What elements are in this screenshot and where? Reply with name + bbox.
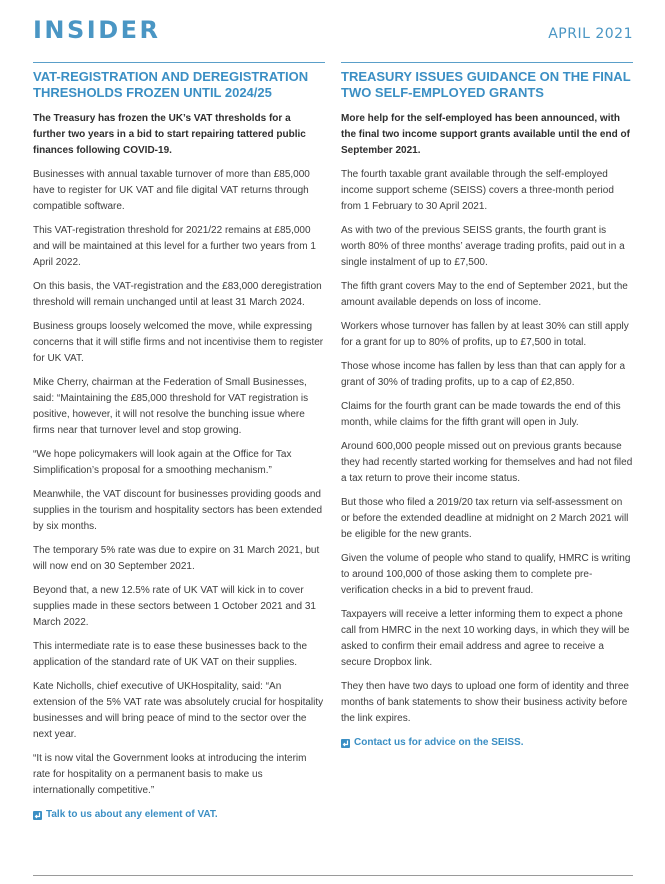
issue-date: APRIL 2021 [548,26,633,42]
article-paragraph: On this basis, the VAT-registration and the £83,000 deregistration threshold will remain unchanged until at least 31 March 2024. [33,281,322,308]
article-paragraph: As with two of the previous SEISS grants, the fourth grant is worth 80% of three months’ average trading profits, paid out in a single instalment of up to £7,500. [341,225,625,268]
newsletter-title: INSIDER [33,16,161,44]
article-paragraph: The fourth taxable grant available through the self-employed income support scheme (SEISS) covers a three-month period from 1 February to 30 April 2021. [341,169,614,212]
article-paragraph: But those who filed a 2019/20 tax return via self-assessment on or before the extended deadline at midnight on 2 March 2021 will be eligible for the new grants. [341,497,629,540]
article-paragraph: Taxpayers will receive a letter informing them to expect a phone call from HMRC in the next 10 working days, in which they will be asked to confirm their email address and agree to receive a secure Dropbox link. [341,609,630,668]
article-paragraph: Claims for the fourth grant can be made towards the end of this month, while claims for the fifth grant will open in July. [341,401,621,428]
seiss-contact-link[interactable] [341,735,633,751]
arrow-return-icon [33,811,42,820]
article-paragraph: Those whose income has fallen by less than that can apply for a grant of 30% of trading profits, up to a cap of £2,850. [341,361,626,388]
vat-contact-label: Talk to us about any element of VAT. [46,809,218,820]
arrow-return-icon [341,739,350,748]
vat-contact-link[interactable] [33,807,325,823]
article-paragraph: Kate Nicholls, chief executive of UKHospitality, said: “An extension of the 5% VAT rate was absolutely crucial for hospitality businesses and will bring peace of mind to the sector over the next year. [33,681,324,740]
article-paragraph: Around 600,000 people missed out on previous grants because they had recently started working for themselves and had not filed a tax return to prove their income status. [341,441,633,484]
article-headline: TREASURY ISSUES GUIDANCE ON THE FINAL TWO SELF-EMPLOYED GRANTS [341,69,631,100]
article-vat-thresholds [33,62,325,823]
footer-divider [33,875,633,876]
article-paragraph: This VAT-registration threshold for 2021/22 remains at £85,000 and will be maintained at this level for a further two years from 1 April 2022. [33,225,316,268]
article-lead: More help for the self-employed has been announced, with the final two income support grants available until the end of September 2021. [341,113,630,156]
article-paragraph: The temporary 5% rate was due to expire on 31 March 2021, but will now end on 30 September 2021. [33,545,320,572]
article-paragraph: “It is now vital the Government looks at introducing the interim rate for hospitality on a permanent basis to make us internationally competitive.” [33,753,307,796]
article-headline: VAT-REGISTRATION AND DEREGISTRATION THRESHOLDS FROZEN UNTIL 2024/25 [33,69,309,100]
masthead [33,16,633,50]
article-paragraph: The fifth grant covers May to the end of September 2021, but the amount available depends on loss of income. [341,281,628,308]
article-paragraph: “We hope policymakers will look again at the Office for Tax Simplification’s proposal for a smoothing mechanism.” [33,449,292,476]
article-lead: The Treasury has frozen the UK’s VAT thresholds for a further two years in a bid to start repairing tattered public finances following COVID-19. [33,113,306,156]
article-paragraph: This intermediate rate is to ease these businesses back to the application of the standard rate of UK VAT on their supplies. [33,641,308,668]
article-paragraph: They then have two days to upload one form of identity and three months of bank statements to show their business activity before the link expires. [341,681,629,724]
article-paragraph: Mike Cherry, chairman at the Federation of Small Businesses, said: “Maintaining the £85,000 threshold for VAT registration is positive, however, it will not resolve the bunching issue where firms near that turnover level and stop growing. [33,377,309,436]
seiss-contact-label: Contact us for advice on the SEISS. [354,737,524,748]
article-paragraph: Given the volume of people who stand to qualify, HMRC is writing to around 100,000 of those asking them to complete pre-verification checks in a bid to prevent fraud. [341,553,631,596]
article-paragraph: Business groups loosely welcomed the move, while expressing concerns that it will stifle firms and not incentivise them to register for UK VAT. [33,321,324,364]
article-paragraph: Businesses with annual taxable turnover of more than £85,000 have to register for UK VAT and file digital VAT returns through compatible software. [33,169,310,212]
article-paragraph: Beyond that, a new 12.5% rate of UK VAT will kick in to cover supplies made in these sectors between 1 October 2021 and 31 March 2022. [33,585,316,628]
article-paragraph: Workers whose turnover has fallen by at least 30% can still apply for a grant for up to 80% of profits, up to £7,500 in total. [341,321,629,348]
article-paragraph: Meanwhile, the VAT discount for businesses providing goods and supplies in the tourism and hospitality sectors has been extended by six months. [33,489,323,532]
article-seiss-grants [341,62,633,751]
